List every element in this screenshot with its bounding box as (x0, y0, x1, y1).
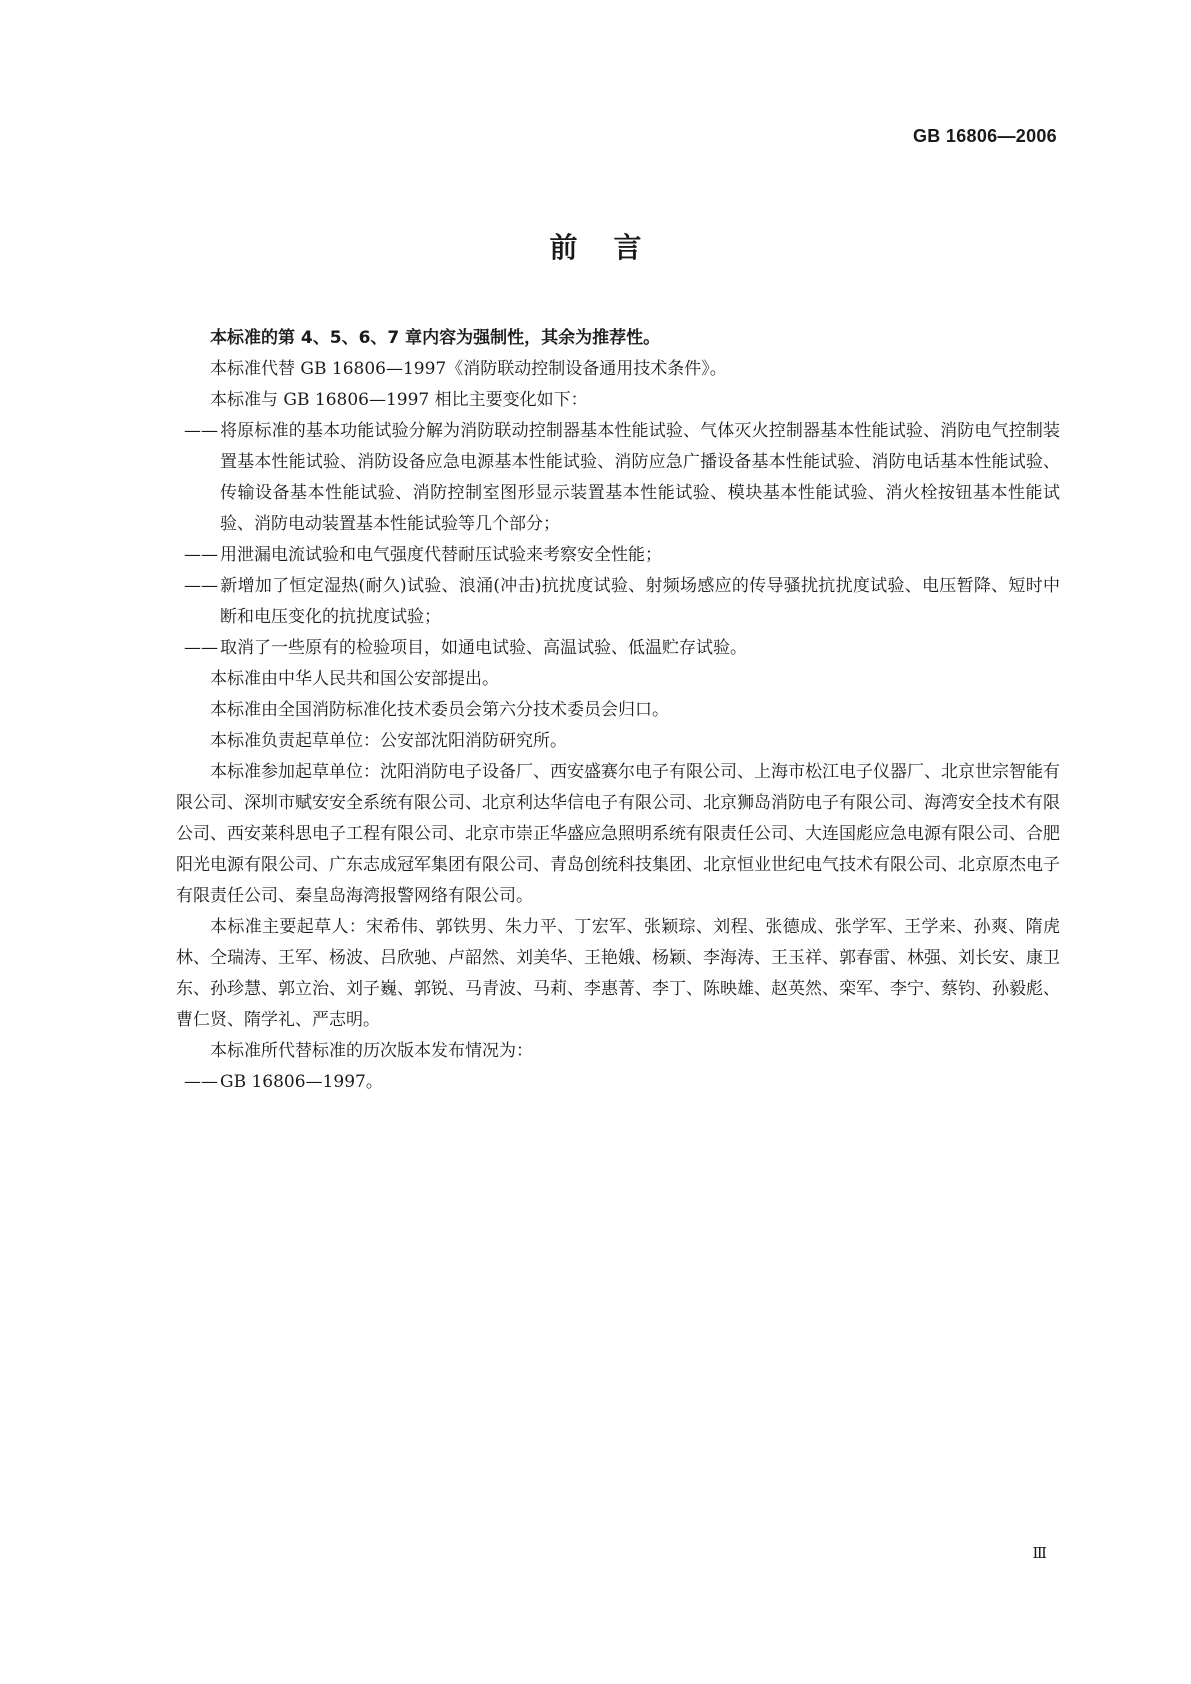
document-body (176, 323, 1060, 1098)
dash-marker: —— (184, 545, 218, 565)
page-title: 前言 (549, 231, 678, 264)
dash-marker: —— (184, 576, 218, 596)
change-item (184, 571, 1060, 633)
change-item-text: 取消了一些原有的检验项目，如通电试验、高温试验、低温贮存试验。 (220, 638, 747, 658)
change-item-text: 将原标准的基本功能试验分解为消防联动控制器基本性能试验、气体灭火控制器基本性能试验、消防电气控制装置基本性能试验、消防设备应急电源基本性能试验、消防应急广播设备基本性能试验、消防电话基本性能试验、传输设备基本性能试验、消防控制室图形显示装置基本性能试验、模块基本性能试验、消火栓按钮基本性能试验、消防电动装置基本性能试验等几个部分； (220, 421, 1060, 534)
change-item (184, 633, 1060, 664)
change-item-text: 新增加了恒定湿热(耐久)试验、浪涌(冲击)抗扰度试验、射频场感应的传导骚扰抗扰度试验、电压暂降、短时中断和电压变化的抗扰度试验； (220, 576, 1060, 627)
dash-marker: —— (184, 421, 218, 441)
change-item (184, 416, 1060, 540)
page-number: Ⅲ (1032, 1544, 1047, 1562)
dash-marker: —— (184, 1072, 218, 1092)
paragraph-history-intro: 本标准所代替标准的历次版本发布情况为： (210, 1041, 533, 1061)
standard-code: GB 16806—2006 (913, 126, 1057, 146)
history-item-text: GB 16806—1997。 (220, 1072, 383, 1092)
change-item-text: 用泄漏电流试验和电气强度代替耐压试验来考察安全性能； (220, 545, 662, 565)
history-item (184, 1067, 1060, 1098)
paragraph-replaces: 本标准代替 GB 16806—1997《消防联动控制设备通用技术条件》。 (210, 359, 727, 379)
change-item (184, 540, 1060, 571)
paragraph-drafting-unit: 本标准负责起草单位：公安部沈阳消防研究所。 (210, 731, 567, 751)
paragraph-changes-intro: 本标准与 GB 16806—1997 相比主要变化如下： (210, 390, 588, 410)
paragraph-drafters: 本标准主要起草人：宋希伟、郭铁男、朱力平、丁宏军、张颖琮、刘程、张德成、张学军、王学来、孙爽、隋虎林、仝瑞涛、王军、杨波、吕欣驰、卢韶然、刘美华、王艳娥、杨颖、李海涛、王玉祥、郭春雷、林强、刘长安、康卫东、孙珍慧、郭立治、刘子巍、郭锐、马青波、马莉、李惠菁、李丁、陈映雄、赵英然、栾军、李宁、蔡钧、孙毅彪、曹仁贤、隋学礼、严志明。 (176, 917, 1060, 1030)
paragraph-proposed-by: 本标准由中华人民共和国公安部提出。 (210, 669, 499, 689)
dash-marker: —— (184, 638, 218, 658)
paragraph-mandatory-scope: 本标准的第 4、5、6、7 章内容为强制性，其余为推荐性。 (210, 328, 661, 348)
paragraph-participating-units: 本标准参加起草单位：沈阳消防电子设备厂、西安盛赛尔电子有限公司、上海市松江电子仪器厂、北京世宗智能有限公司、深圳市赋安安全系统有限公司、北京利达华信电子有限公司、北京狮岛消防电子有限公司、海湾安全技术有限公司、西安莱科思电子工程有限公司、北京市崇正华盛应急照明系统有限责任公司、大连国彪应急电源有限公司、合肥阳光电源有限公司、广东志成冠军集团有限公司、青岛创统科技集团、北京恒业世纪电气技术有限公司、北京原杰电子有限责任公司、秦皇岛海湾报警网络有限公司。 (176, 762, 1060, 906)
paragraph-administered-by: 本标准由全国消防标准化技术委员会第六分技术委员会归口。 (210, 700, 669, 720)
